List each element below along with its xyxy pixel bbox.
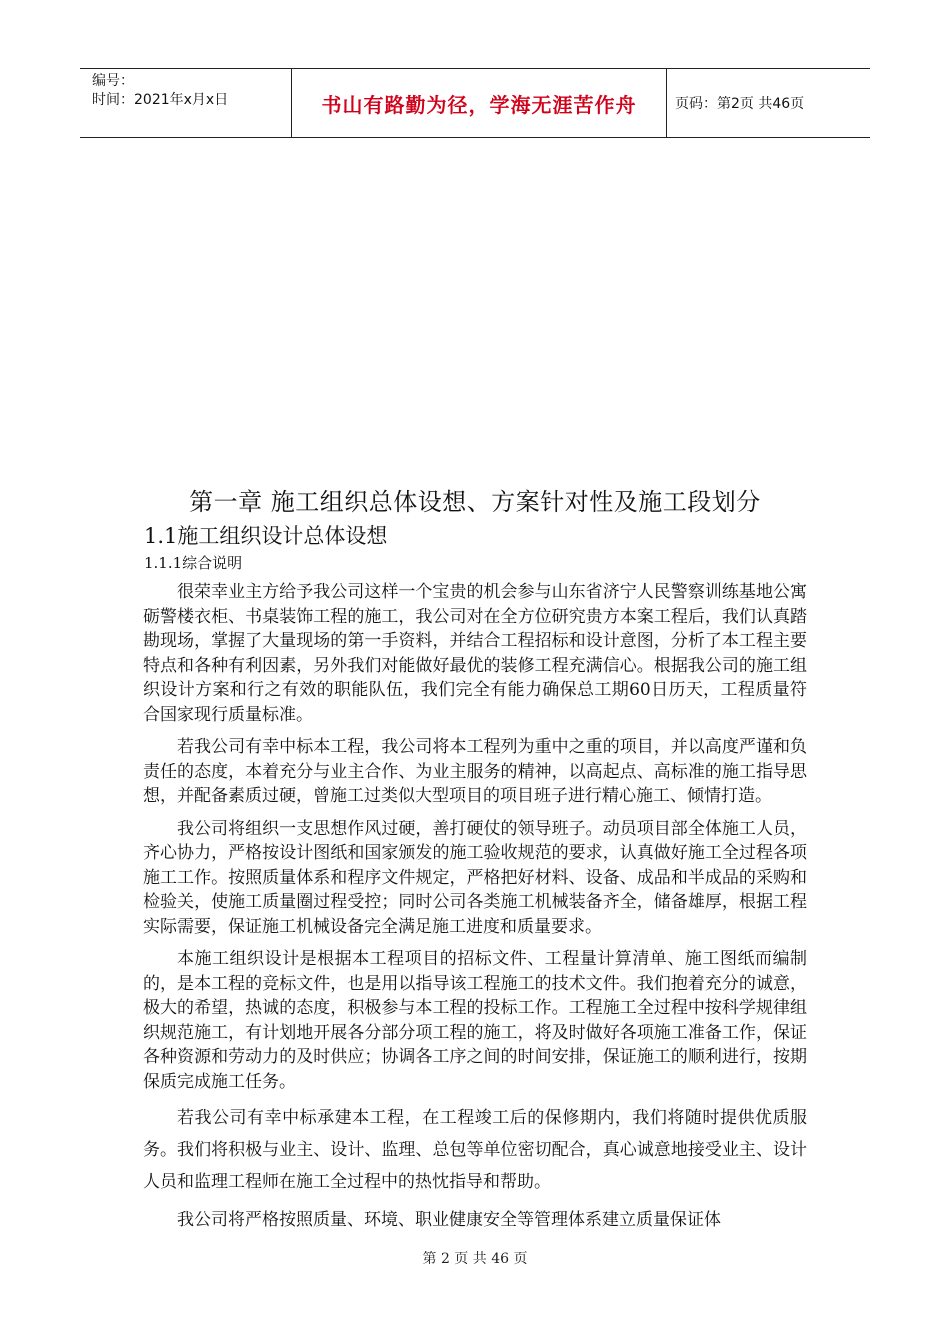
paragraph: 本施工组织设计是根据本工程项目的招标文件、工程量计算清单、施工图纸而编制的，是本工程的竞标文件，也是用以指导该工程施工的技术文件。我们抱着充分的诚意，极大的希望，热诚的态度，积极参与本工程的投标工作。工程施工全过程中按科学规律组织规范施工，有计划地开展各分部分项工程的施工，将及时做好各项施工准备工作，保证各种资源和劳动力的及时供应；协调各工序之间的时间安排，保证施工的顺利进行，按期保质完成施工任务。 xyxy=(143,949,807,1092)
body-text xyxy=(143,580,807,1242)
page-header xyxy=(80,68,870,138)
paragraph: 我公司将严格按照质量、环境、职业健康安全等管理体系建立质量保证体 xyxy=(177,1210,721,1230)
header-meta xyxy=(80,69,292,137)
subsection-title: 1.1.1综合说明 xyxy=(144,554,243,572)
chapter-title: 第一章 施工组织总体设想、方案针对性及施工段划分 xyxy=(189,488,761,516)
time-label: 时间：2021年x月x日 xyxy=(92,92,229,108)
paragraph: 很荣幸业主方给予我公司这样一个宝贵的机会参与山东省济宁人民警察训练基地公寓砺警楼衣柜、书桌装饰工程的施工，我公司对在全方位研究贵方本案工程后，我们认真踏勘现场，掌握了大量现场的第一手资料，并结合工程招标和设计意图，分析了本工程主要特点和各种有利因素，另外我们对能做好最优的装修工程充满信心。根据我公司的施工组织设计方案和行之有效的职能队伍，我们完全有能力确保总工期60日历天，工程质量符合国家现行质量标准。 xyxy=(143,582,807,725)
paragraph: 我公司将组织一支思想作风过硬，善打硬仗的领导班子。动员项目部全体施工人员，齐心协力，严格按设计图纸和国家颁发的施工验收规范的要求，认真做好施工全过程各项施工工作。按照质量体系和程序文件规定，严格把好材料、设备、成品和半成品的采购和检验关，使施工质量圈过程受控；同时公司各类施工机械装备齐全，储备雄厚，根据工程实际需要，保证施工机械设备完全满足施工进度和质量要求。 xyxy=(143,818,807,937)
header-page-info: 页码：第2页 共46页 xyxy=(675,96,805,112)
section-title: 1.1施工组织设计总体设想 xyxy=(144,524,388,548)
paragraph: 若我公司有幸中标本工程，我公司将本工程列为重中之重的项目，并以高度严谨和负责任的态度，本着充分与业主合作、为业主服务的精神，以高起点、高标准的施工指导思想，并配备素质过硬，曾施工过类似大型项目的项目班子进行精心施工、倾情打造。 xyxy=(143,737,807,806)
page-footer: 第 2 页 共 46 页 xyxy=(422,1251,528,1267)
paragraph: 若我公司有幸中标承建本工程，在工程竣工后的保修期内，我们将随时提供优质服务。我们将积极与业主、设计、监理、总包等单位密切配合，真心诚意地接受业主、设计人员和监理工程师在施工全过程中的热忱指导和帮助。 xyxy=(143,1108,807,1192)
header-motto: 书山有路勤为径，学海无涯苦作舟 xyxy=(292,69,667,137)
number-label: 编号： xyxy=(92,73,134,89)
